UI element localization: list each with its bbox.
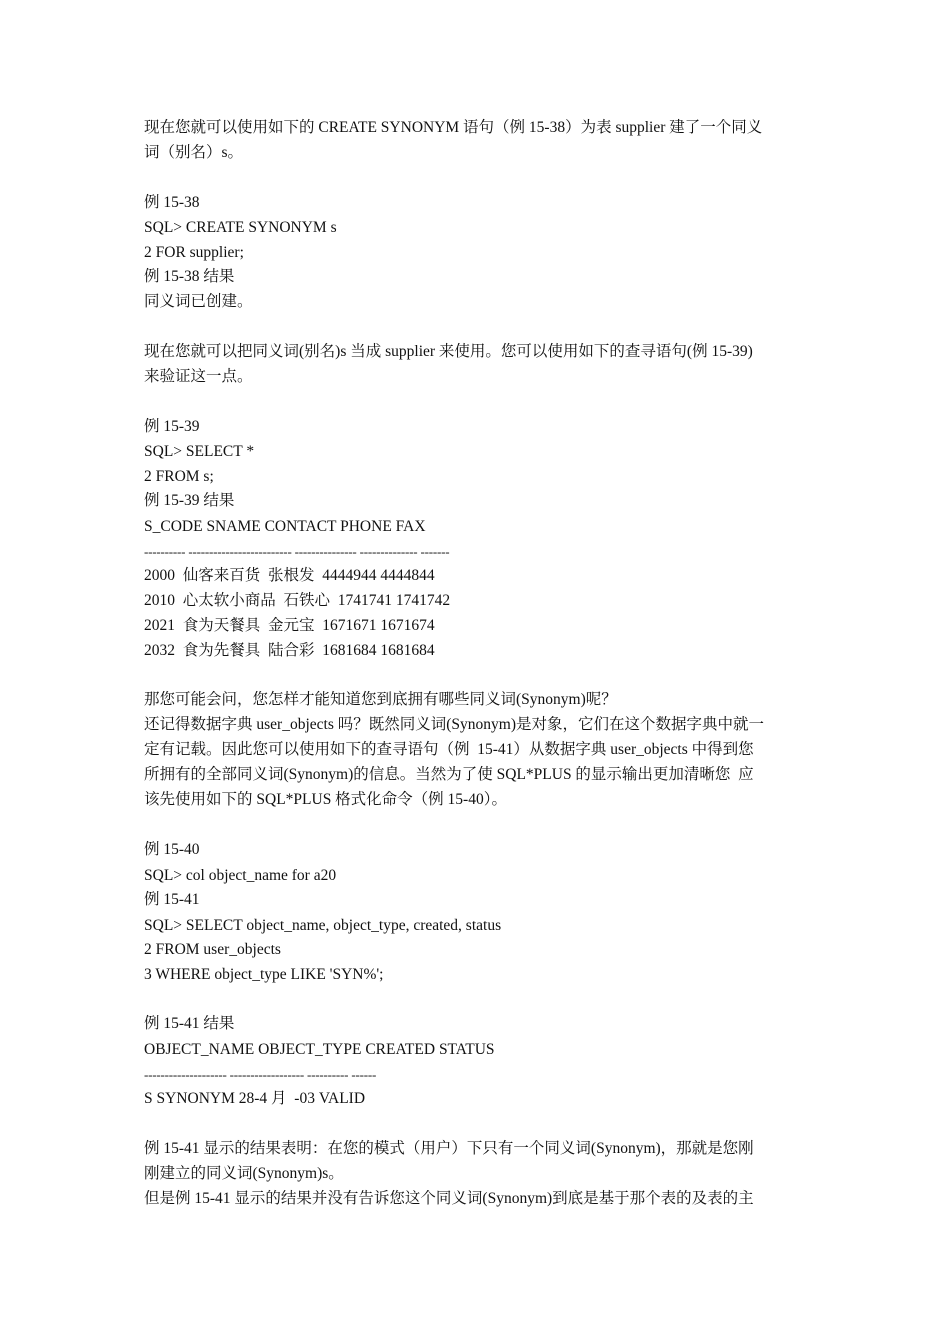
paragraph-line: 现在您就可以使用如下的 CREATE SYNONYM 语句（例 15-38）为表 supplier 建了一个同义 — [144, 119, 763, 136]
paragraph-line: 现在您就可以把同义词(别名)s 当成 supplier 来使用。您可以使用如下的查寻语句(例 15-39) — [144, 343, 753, 360]
result-header: OBJECT_NAME OBJECT_TYPE CREATED STATUS — [144, 1041, 495, 1058]
example-label: 例 15-38 — [144, 194, 200, 211]
code-line: 2 FROM s; — [144, 468, 214, 485]
result-header: S_CODE SNAME CONTACT PHONE FAX — [144, 518, 426, 535]
result-row: 2021 食为天餐具 金元宝 1671671 1671674 — [144, 617, 435, 634]
example-label: 例 15-41 — [144, 891, 200, 908]
result-separator: -------------------- ------------------ ---------- ------ — [144, 1067, 377, 1082]
result-row: S SYNONYM 28-4 月 -03 VALID — [144, 1090, 366, 1107]
code-line: SQL> SELECT object_name, object_type, created, status — [144, 917, 502, 934]
paragraph-line: 来验证这一点。 — [144, 368, 253, 385]
code-line: 2 FROM user_objects — [144, 941, 281, 958]
paragraph-line: 定有记载。因此您可以使用如下的查寻语句（例 15-41）从数据字典 user_objects 中得到您 — [144, 741, 754, 758]
result-line: 同义词已创建。 — [144, 293, 253, 310]
result-row: 2010 心太软小商品 石铁心 1741741 1741742 — [144, 592, 451, 609]
paragraph-line: 但是例 15-41 显示的结果并没有告诉您这个同义词(Synonym)到底是基于那个表的及表的主 — [144, 1190, 754, 1207]
paragraph-line: 词（别名）s。 — [144, 144, 244, 161]
example-label: 例 15-39 — [144, 418, 200, 435]
code-line: 3 WHERE object_type LIKE 'SYN%'; — [144, 966, 384, 983]
code-line: SQL> SELECT * — [144, 443, 255, 460]
paragraph-line: 刚建立的同义词(Synonym)s。 — [144, 1165, 344, 1182]
result-separator: ---------- ------------------------- --------------- -------------- ------- — [144, 544, 450, 559]
result-label: 例 15-38 结果 — [144, 268, 235, 285]
code-line: 2 FOR supplier; — [144, 244, 244, 261]
code-line: SQL> CREATE SYNONYM s — [144, 219, 337, 236]
result-label: 例 15-39 结果 — [144, 492, 235, 509]
paragraph-line: 还记得数据字典 user_objects 吗？既然同义词(Synonym)是对象，它们在这个数据字典中就一 — [144, 716, 764, 733]
result-label: 例 15-41 结果 — [144, 1015, 235, 1032]
example-label: 例 15-40 — [144, 841, 200, 858]
code-line: SQL> col object_name for a20 — [144, 867, 337, 884]
paragraph-line: 该先使用如下的 SQL*PLUS 格式化命令（例 15-40）。 — [144, 791, 507, 808]
paragraph-line: 所拥有的全部同义词(Synonym)的信息。当然为了使 SQL*PLUS 的显示输出更加清晰您 应 — [144, 766, 754, 783]
paragraph-line: 例 15-41 显示的结果表明：在您的模式（用户）下只有一个同义词(Synonym)，那就是您刚 — [144, 1140, 754, 1157]
result-row: 2032 食为先餐具 陆合彩 1681684 1681684 — [144, 642, 435, 659]
paragraph-line: 那您可能会问，您怎样才能知道您到底拥有哪些同义词(Synonym)呢？ — [144, 691, 617, 708]
result-row: 2000 仙客来百货 张根发 4444944 4444844 — [144, 567, 435, 584]
